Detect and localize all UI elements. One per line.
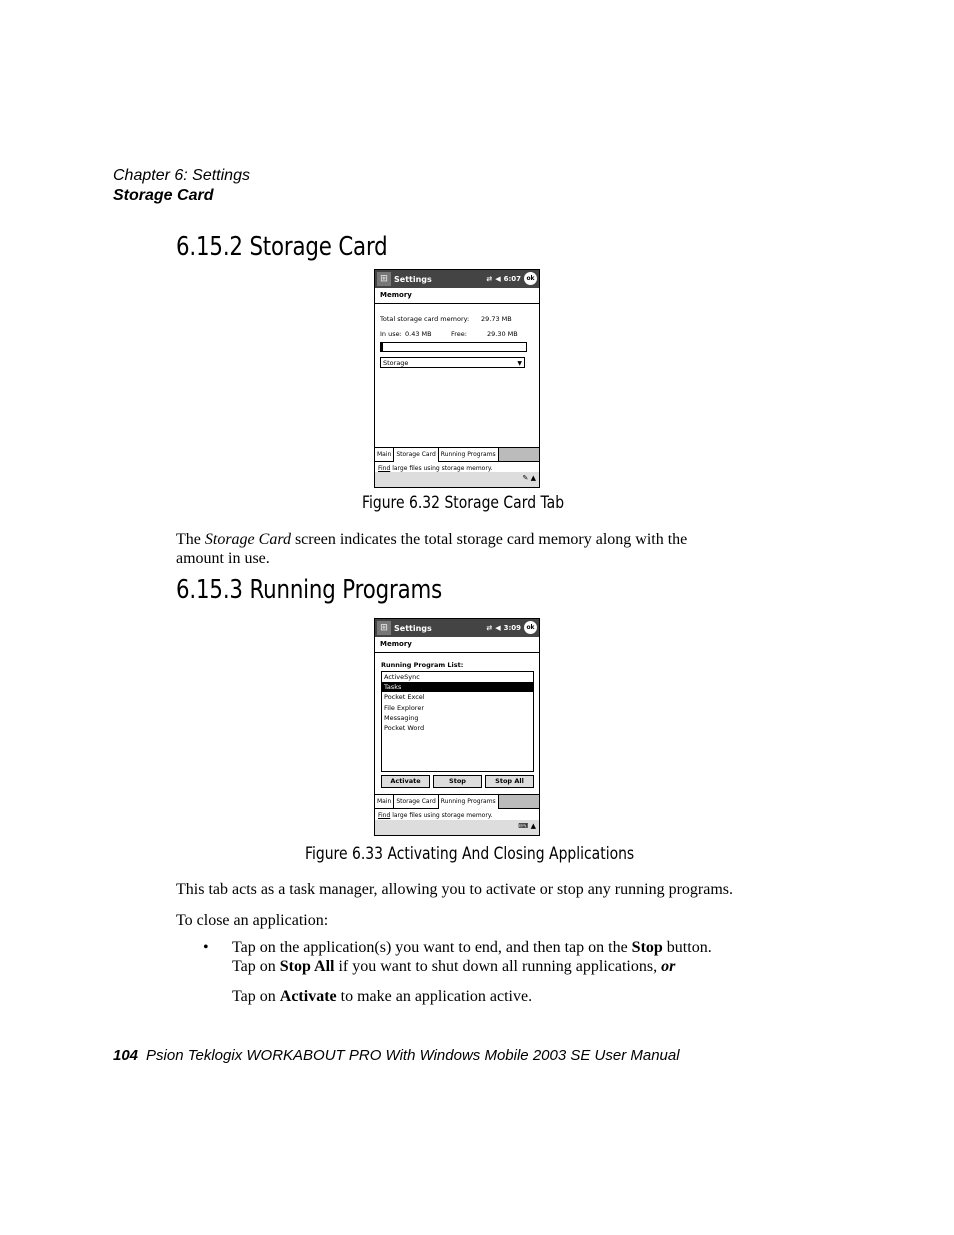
task-manager-paragraph: This tab acts as a task manager, allowing you to activate or stop any running programs. (176, 881, 733, 898)
memory-subheader: Memory (375, 288, 539, 304)
program-list-item[interactable]: File Explorer (384, 703, 425, 712)
running-programs-screenshot (374, 618, 540, 836)
step-2-text-2: if you want to shut down all running applications, (334, 958, 662, 975)
tab-storage-card[interactable]: Storage Card (394, 795, 438, 809)
step-3-text: Tap on (232, 988, 280, 1005)
find-link[interactable]: Find (378, 812, 391, 819)
bullet: • (203, 939, 209, 956)
ok-button[interactable]: ok (524, 621, 537, 634)
bullet-step-1 (232, 938, 792, 976)
section-header: Storage Card (113, 187, 214, 204)
step-1-text: Tap on the application(s) you want to end, and then tap on the (232, 939, 632, 956)
find-text: large files using storage memory. (390, 465, 493, 472)
step-1-text-2: button. (662, 939, 712, 956)
program-list-item[interactable]: Messaging (384, 713, 419, 722)
storage-dropdown[interactable] (380, 357, 525, 368)
page-footer (113, 1047, 680, 1064)
storage-card-screenshot (374, 269, 540, 488)
tab-bar (375, 794, 539, 809)
step-2-text: Tap on (232, 958, 280, 975)
start-flag-icon: ⊞ (377, 272, 391, 286)
program-list-item[interactable]: Pocket Word (384, 724, 425, 733)
tab-bar (375, 447, 539, 462)
command-bar (375, 472, 539, 487)
tab-storage-card[interactable]: Storage Card (394, 448, 438, 462)
chapter-header: Chapter 6: Settings (113, 167, 250, 184)
storage-card-paragraph (176, 530, 736, 568)
tab-main[interactable]: Main (375, 795, 394, 809)
program-list-item[interactable]: Pocket Excel (384, 693, 425, 702)
total-value: 29.73 MB (481, 315, 512, 323)
title-bar (375, 619, 539, 637)
free-label: Free: (451, 330, 467, 338)
find-text: large files using storage memory. (390, 812, 493, 819)
figure-6-32-caption: Figure 6.32 Storage Card Tab (362, 493, 565, 513)
heading-running-programs: 6.15.3 Running Programs (176, 575, 443, 605)
command-bar (375, 820, 539, 835)
page-number: 104 (113, 1047, 139, 1064)
figure-6-33-caption: Figure 6.33 Activating And Closing Applications (305, 844, 635, 864)
step-3-bold: Activate (279, 988, 337, 1005)
stop-button[interactable]: Stop (433, 775, 482, 788)
tab-running-programs[interactable]: Running Programs (439, 448, 499, 462)
manual-title: Psion Teklogix WORKABOUT PRO With Windows Mobile 2003 SE User Manual (146, 1047, 680, 1064)
program-list (381, 671, 534, 772)
inuse-value: 0.43 MB (405, 330, 432, 338)
speaker-icon: ◀ (495, 274, 501, 283)
connectivity-icon: ⇄ (486, 623, 493, 632)
chevron-down-icon: ▼ (517, 360, 522, 367)
sip-keyboard-icon[interactable]: ✎ ▲ (522, 474, 536, 482)
para-text: The (176, 531, 205, 548)
free-value: 29.30 MB (487, 330, 518, 338)
heading-storage-card: 6.15.2 Storage Card (176, 232, 388, 262)
title-bar (375, 270, 539, 288)
tab-main[interactable]: Main (375, 448, 394, 462)
find-link[interactable]: Find (378, 465, 391, 472)
inuse-label: In use: (380, 330, 402, 338)
program-list-item[interactable]: Tasks (382, 682, 533, 692)
clock: 3:09 (503, 623, 521, 632)
action-buttons (381, 775, 534, 788)
program-list-item[interactable]: ActiveSync (384, 673, 420, 681)
step-2-bold: Stop All (279, 958, 335, 975)
para-text-2: screen indicates the total storage card memory along with the amount in use. (176, 531, 688, 567)
dropdown-value: Storage (383, 359, 409, 367)
step-1-bold: Stop (631, 939, 663, 956)
memory-subheader: Memory (375, 637, 539, 653)
para-italic: Storage Card (204, 531, 291, 548)
step-2-or: or (661, 958, 676, 975)
clock: 6:07 (503, 274, 521, 283)
usage-bar-fill (381, 343, 383, 351)
tab-running-programs[interactable]: Running Programs (439, 795, 499, 809)
close-app-intro: To close an application: (176, 912, 329, 929)
ok-button[interactable]: ok (524, 272, 537, 285)
connectivity-icon: ⇄ (486, 274, 493, 283)
program-list-label: Running Program List: (381, 661, 464, 669)
speaker-icon: ◀ (495, 623, 501, 632)
usage-bar (380, 342, 527, 352)
start-flag-icon: ⊞ (377, 621, 391, 635)
keyboard-icon[interactable]: ⌨ ▲ (518, 822, 536, 830)
total-label: Total storage card memory: (380, 315, 470, 323)
window-title: Settings (394, 623, 432, 633)
window-title: Settings (394, 274, 432, 284)
stop-all-button[interactable]: Stop All (485, 775, 534, 788)
activate-button[interactable]: Activate (381, 775, 430, 788)
bullet-step-3 (232, 987, 532, 1006)
step-3-text-2: to make an application active. (336, 988, 533, 1005)
